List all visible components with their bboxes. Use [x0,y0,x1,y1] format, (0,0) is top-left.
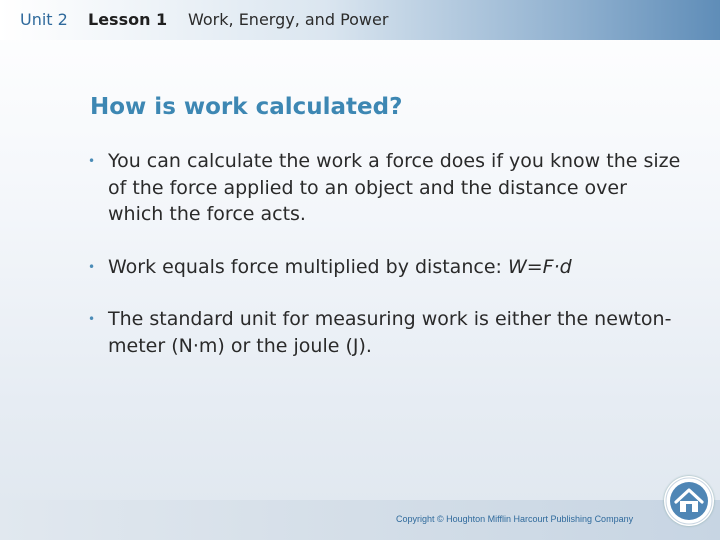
bullet-text: Work equals force multiplied by distance: [108,255,508,278]
header-bar [0,0,720,40]
unit-label: Unit 2 [20,10,68,29]
copyright-text: Copyright © Houghton Mifflin Harcourt Publishing Company [396,514,634,524]
lesson-label: Lesson 1 [88,10,168,29]
bullet-dot-icon: • [88,154,96,168]
work-formula: W=F·d [507,255,572,278]
bullet-dot-icon: • [88,312,96,326]
bullet-item [88,254,688,281]
bullet-text: You can calculate the work a force does if you know the size of the force applied to an object and the distance over which the force acts. [108,150,681,225]
home-icon [664,476,714,526]
bullet-list [88,148,688,385]
bullet-dot-icon: • [88,259,96,274]
bullet-text: The standard unit for measuring work is either the newton-meter (N·m) or the joule (J). [108,308,672,357]
topic-label: Work, Energy, and Power [188,10,389,29]
bullet-item [88,306,688,359]
bullet-item [88,148,688,228]
page-title: How is work calculated? [90,94,403,120]
home-button[interactable] [664,476,714,526]
